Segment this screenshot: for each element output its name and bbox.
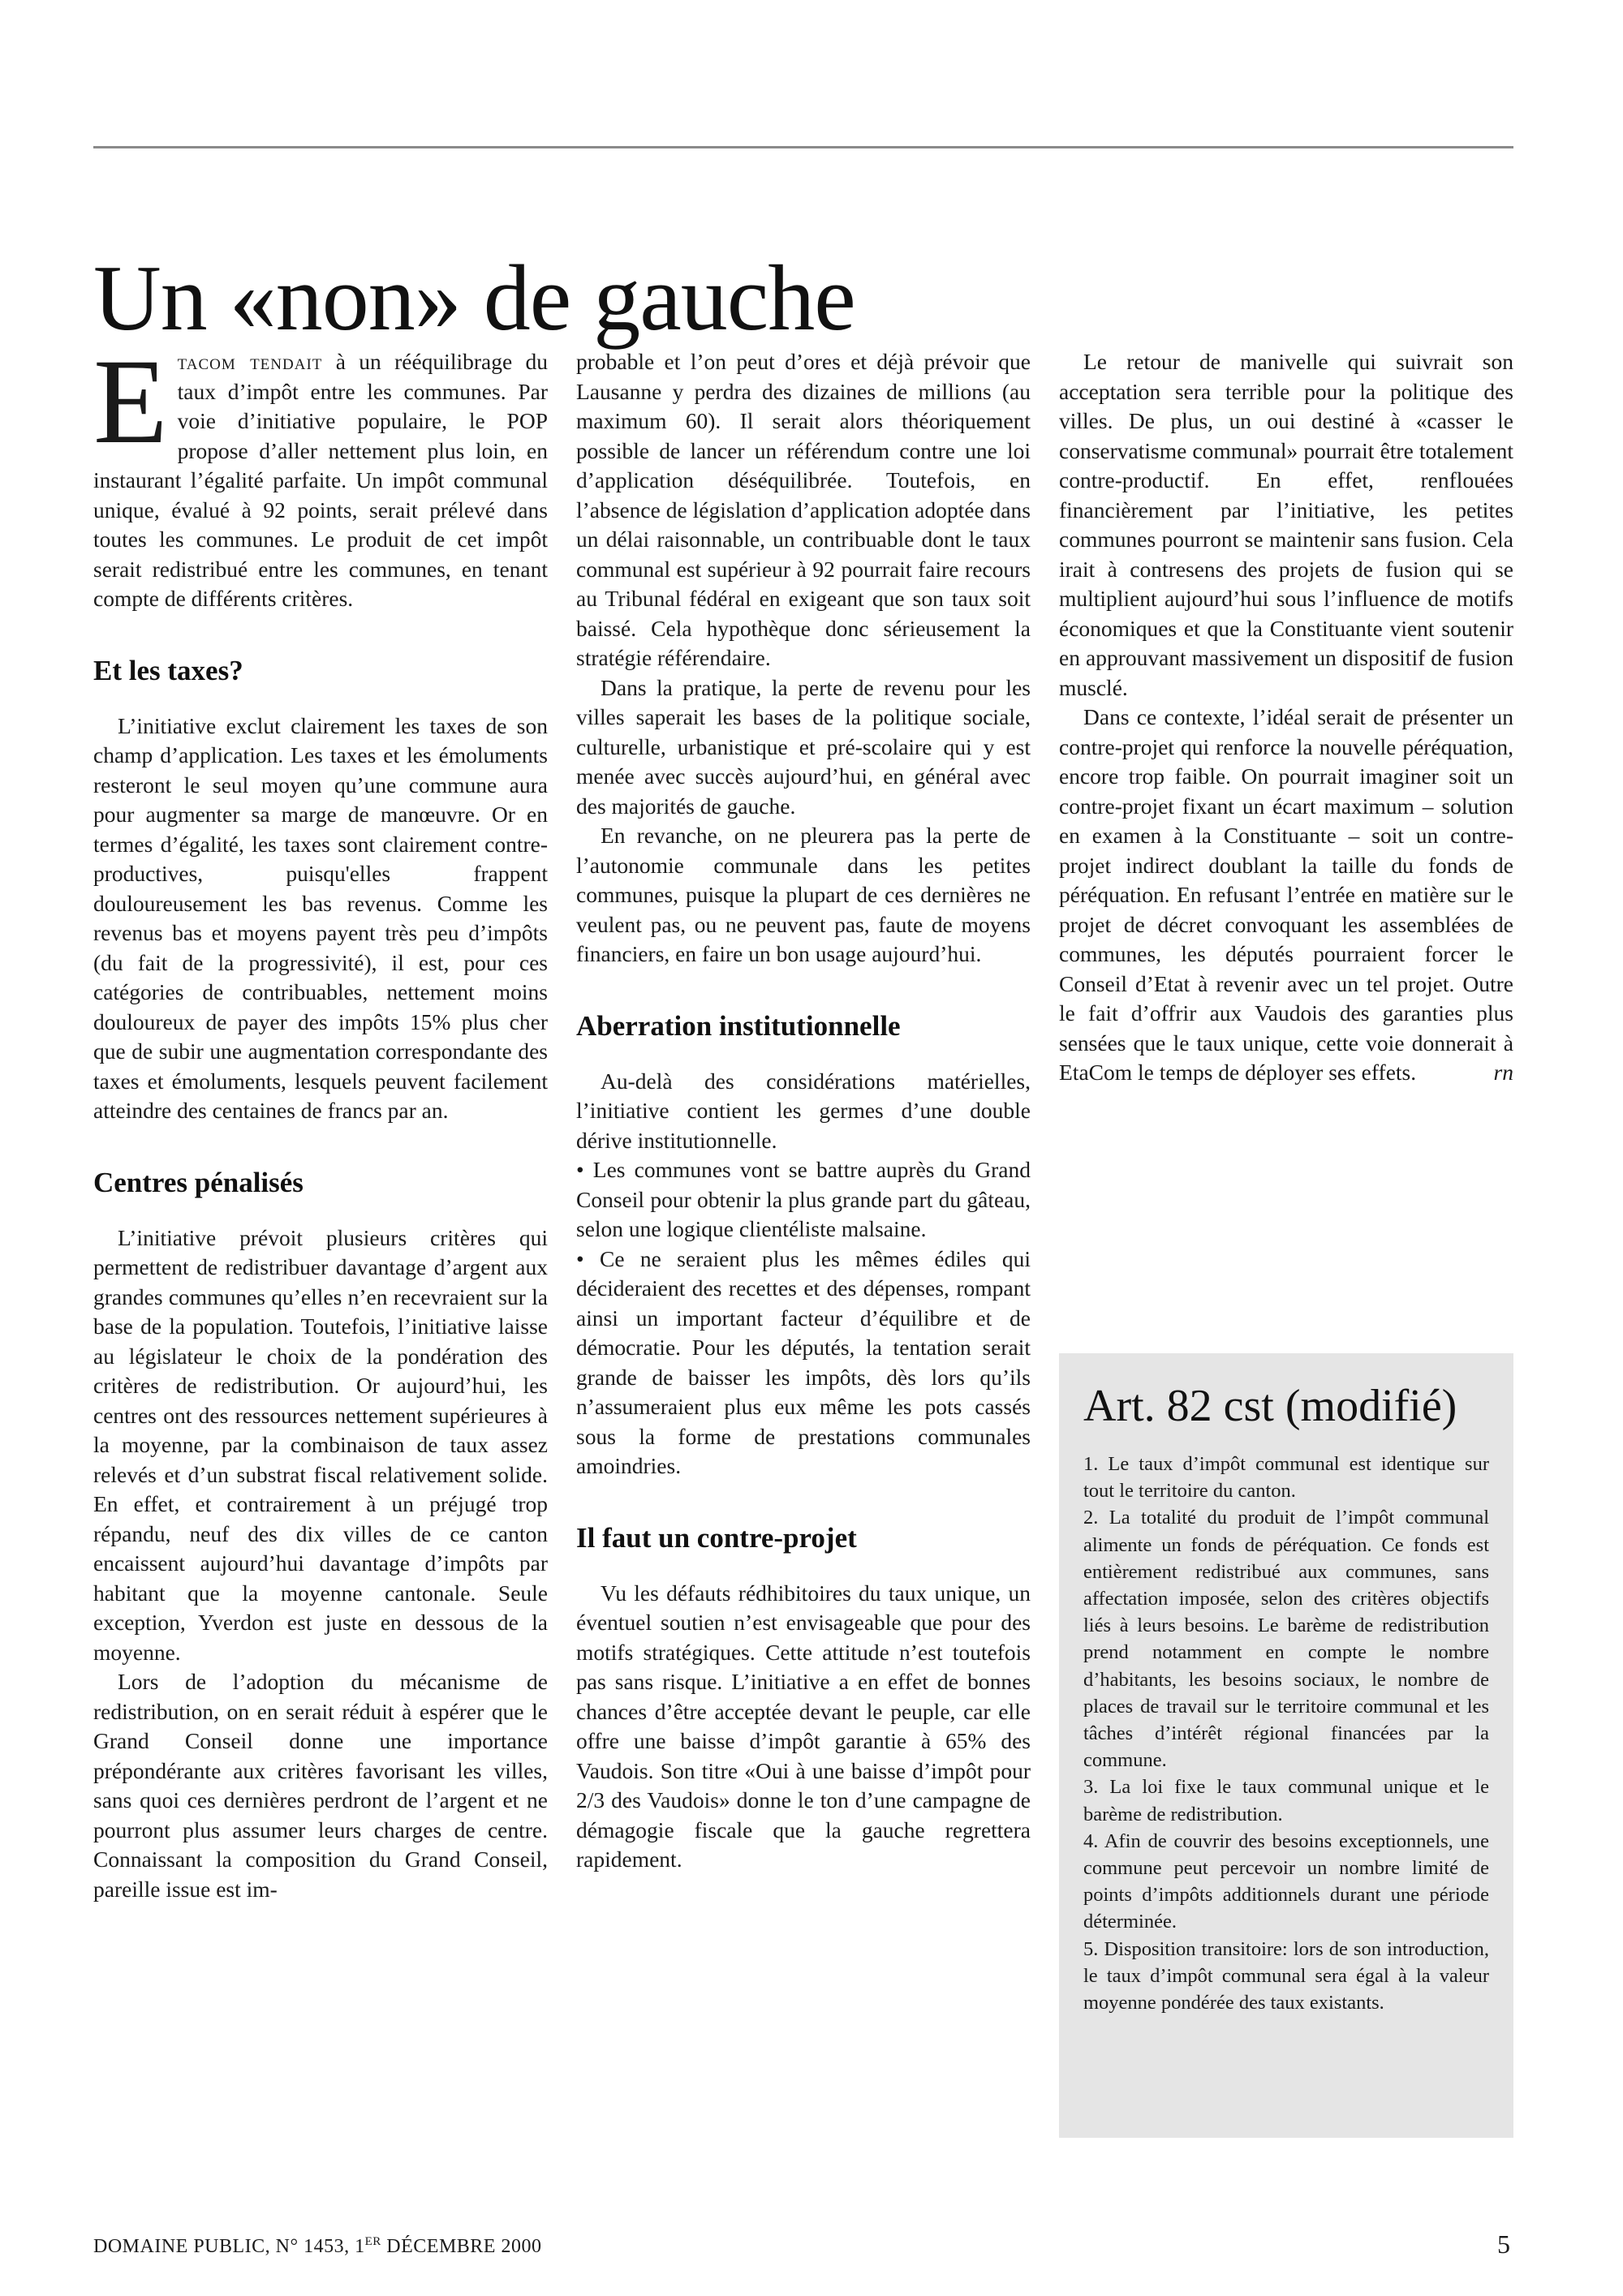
paragraph-revanche: En revanche, on ne pleurera pas la perte de l’autonomie communale dans les petites communes, puisque la plupart de ces dernières ne veulent pas, ou ne peuvent pas, faute de moyens financiers, en faire un bon usage aujourd’hui. (576, 823, 1031, 966)
top-rule (93, 146, 1513, 148)
intro-text: à un rééquilibrage du taux d’impôt entre les communes. Par voie d’initiative populaire, le POP propose d’aller nettement plus loin, en instaurant l’égalité parfaite. Un impôt communal unique, évalué à 92 points, serait prélevé dans toutes les communes. Le produit de cet impôt serait redistribué entre les communes, en tenant compte de différents critères. (93, 349, 549, 611)
drop-cap: E (93, 334, 168, 469)
paragraph-contexte-text: Dans ce contexte, l’idéal serait de présenter un contre-projet qui renforce la nouvelle péréquation, encore trop faible. On pourrait imaginer soit un contre-projet fixant un écart maximum – solution en examen à la Constituante – soit un contre-projet indirect doublant la taille du fonds de péréquation. En refusant l’entrée en matière sur le projet de décret convoquant les assemblées de communes, les députés pourraient forcer le Conseil d’Etat à revenir avec un tel projet. Outre le fait d’offrir aux Vaudois des garanties plus sensées que le taux unique, cette voie donnerait à EtaCom le temps de déployer ses effets. (1059, 704, 1513, 1085)
box-item-4: 4. Afin de couvrir des besoins exceptionnels, une commune peut percevoir un nombre limité de points d’impôts additionnels durant une période déterminée. (1083, 1829, 1489, 1933)
box-title: Art. 82 cst (modifié) (1083, 1381, 1457, 1431)
box-item-5: 5. Disposition transitoire: lors de son introduction, le taux d’impôt communal sera égal à la valeur moyenne pondérée des taux existants. (1083, 1937, 1489, 2014)
paragraph-contre-projet: Vu les défauts rédhibitoires du taux unique, un éventuel soutien n’est envisageable que pour des motifs stratégiques. Cette attitude n’est toutefois pas sans risque. L’initiative a en effet de bonnes chances d’être acceptée devant le peuple, car elle offre une baisse d’impôt garantie à 65% des Vaudois. Son titre «Oui à une baisse d’impôt pour 2/3 des Vaudois» donne le ton d’une campagne de démagogie fiscale que la gauche regrettera rapidement. (576, 1580, 1031, 1872)
footer-superscript: ER (364, 2235, 381, 2248)
page-number: 5 (1497, 2229, 1510, 2259)
heading-contre-projet: Il faut un contre-projet (576, 1521, 857, 1554)
paragraph-pratique: Dans la pratique, la perte de revenu pour les villes saperait les bases de la politique sociale, culturelle, urbanistique et pré-scolaire qui y est menée avec succès aujourd’hui, en général avec des majorités de gauche. (576, 674, 1031, 819)
article-title: Un «non» de gauche (93, 246, 855, 350)
footer-publication-text: DOMAINE PUBLIC, N° 1453, 1 (93, 2236, 365, 2257)
box-item-3: 3. La loi fixe le taux communal unique et le barème de redistribution. (1083, 1776, 1489, 1825)
box-item-2: 2. La totalité du produit de l’impôt communal alimente un fonds de péréquation. Ce fonds est entièrement redistribué aux communes, sans affectation imposée, selon des critères objectifs liés à leurs besoins. Le barème de redistribution prend notamment en compte le nombre d’habitants, les besoins sociaux, le nombre de places de travail sur le territoire communal et les tâches d’intérêt régional financées par la commune. (1083, 1507, 1489, 1772)
paragraph-taxes: L’initiative exclut clairement les taxes de son champ d’application. Les taxes et les émoluments resteront le seul moyen qu’une commune aura pour augmenter sa marge de manœuvre. Or en termes d’égalité, les taxes sont clairement contre-productives, puisqu'elles frappent douloureusement les bas revenus. Comme les revenus bas et moyens payent très peu d’impôts (du fait de la progressivité), il est, pour ces catégories de contribuables, nettement moins douloureux de payer des impôts 15% plus cher que de subir une augmentation correspondante des taxes et émoluments, lesquels peuvent facilement atteindre des centaines de francs par an. (93, 712, 548, 1123)
paragraph-centres-2: Lors de l’adoption du mécanisme de redistribution, on en serait réduit à espérer que le Grand Conseil donne une importance prépondérante aux critères favorisant les villes, sans quoi ces dernières perdront de l’argent et ne pourront plus assumer leurs charges de centre. Connaissant la composition du Grand Conseil, pareille issue est im- (93, 1669, 548, 1902)
heading-centres: Centres pénalisés (93, 1166, 304, 1198)
author-signature: rn (1493, 1060, 1513, 1085)
column-2 (576, 347, 1031, 1875)
column-3 (1059, 347, 1513, 1088)
column-1 (93, 334, 549, 1904)
paragraph-retour: Le retour de manivelle qui suivrait son acceptation sera terrible pour la politique des villes. De plus, un oui destiné à «casser le conservatisme communal» pourrait être totalement contre-productif. En effet, renflouées financièrement par l’initiative, les petites communes pourront se maintenir sans fusion. Cela irait à contresens des projets de fusion qui se multiplient aujourd’hui sous l’influence de motifs économiques et que la Constituante vient soutenir en approuvant massivement un dispositif de fusion musclé. (1059, 349, 1513, 700)
bullet-item-1: • Les communes vont se battre auprès du Grand Conseil pour obtenir la plus grande part du gâteau, selon une logique clientéliste malsaine. (576, 1157, 1031, 1241)
paragraph-continuation: probable et l’on peut d’ores et déjà prévoir que Lausanne y perdra des dizaines de millions (au maximum 60). Il serait alors théoriquement possible de lancer un référendum contre une loi d’application déséquilibrée. Toutefois, en l’absence de législation d’application adoptée dans un délai raisonnable, un contribuable dont le taux communal est supérieur à 92 pourrait faire recours au Tribunal fédéral en exigeant que son taux soit baissé. Cela hypothèque donc sérieusement la stratégie référendaire. (576, 349, 1031, 670)
box-item-1: 1. Le taux d’impôt communal est identique sur tout le territoire du canton. (1083, 1453, 1489, 1503)
paragraph-contexte (1059, 703, 1513, 1088)
sidebar-box (1059, 1353, 1513, 2138)
footer-publication (93, 2235, 541, 2258)
bullet-item-2: • Ce ne seraient plus les mêmes édiles qui décideraient des recettes et des dépenses, rompant ainsi un important facteur d’équilibre et de démocratie. Pour les députés, la tentation serait grande de baisser les impôts, dès lors qu’ils n’assumeraient plus eux même les pots cassés sous la forme de prestations communales amoindries. (576, 1245, 1031, 1478)
heading-aberration: Aberration institutionnelle (576, 1009, 901, 1042)
paragraph-aberration: Au-delà des considérations matérielles, l’initiative contient les germes d’une double dérive institutionnelle. (576, 1068, 1031, 1153)
paragraph-centres-1: L’initiative prévoit plusieurs critères qui permettent de redistribuer davantage d’argent aux grandes communes qu’elles n’en recevraient sur la base de la population. Toutefois, l’initiative laisse au législateur le choix de la pondération des critères de redistribution. Or aujourd’hui, les centres ont des ressources nettement supérieures à la moyenne, par la combinaison de taux assez relevés et d’un substrat fiscal relativement solide. En effet, et contrairement à un préjugé trop répandu, neuf des dix villes de ce canton encaissent aujourd’hui davantage d’impôts par habitant que la moyenne cantonale. Seule exception, Yverdon est juste en dessous de la moyenne. (93, 1224, 548, 1665)
heading-taxes: Et les taxes? (93, 654, 243, 686)
footer-date: DÉCEMBRE 2000 (381, 2236, 542, 2257)
intro-smallcaps: tacom tendait (177, 349, 323, 374)
intro-paragraph (93, 334, 549, 614)
